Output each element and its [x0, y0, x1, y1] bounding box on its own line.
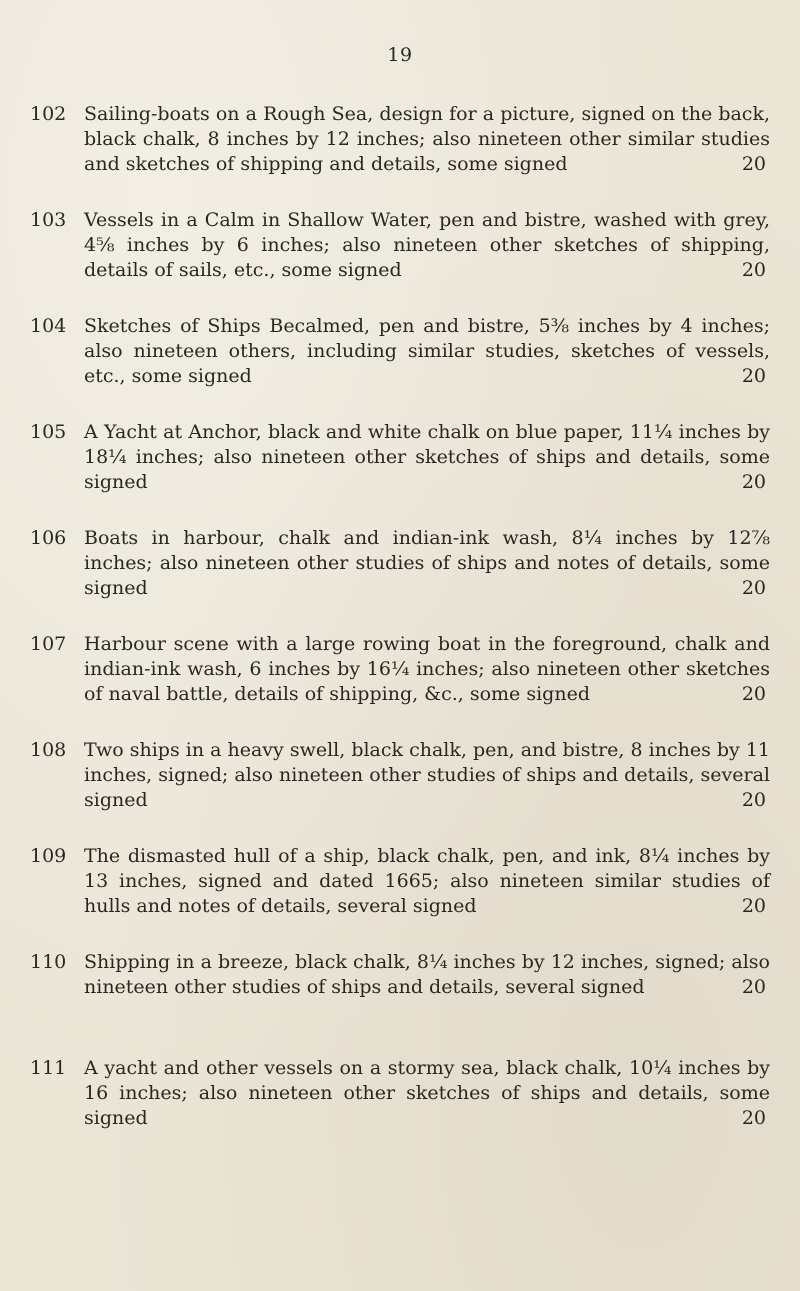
- lot-description-text: A Yacht at Anchor, black and white chalk on blue paper, 11¼ inches by 18¼ inches; also nineteen other sketches of ships and details, some signed: [84, 421, 770, 493]
- lot-description-text: Harbour scene with a large rowing boat in the foreground, chalk and indian-ink wash, 6 inches by 16¼ inches; also nineteen other sketches of naval battle, details of shipping, &c., some signed: [84, 633, 770, 705]
- lot-number: 102: [30, 103, 67, 125]
- lot-description-text: Two ships in a heavy swell, black chalk, pen, and bistre, 8 inches by 11 inches, signed; also nineteen other studies of ships and details, several signed: [84, 739, 770, 811]
- lot-number: 104: [30, 315, 67, 337]
- lot-description: [84, 208, 770, 283]
- lot-price: 20: [741, 365, 766, 387]
- lot-entry: [0, 314, 800, 420]
- lot-entry: [0, 420, 800, 526]
- lot-price: 20: [741, 895, 766, 917]
- lot-description-text: The dismasted hull of a ship, black chalk, pen, and ink, 8¼ inches by 13 inches, signed and dated 1665; also nineteen similar studies of hulls and notes of details, several signed: [84, 845, 770, 917]
- lot-price: 20: [741, 577, 766, 599]
- lot-number: 110: [30, 951, 67, 973]
- lot-description-text: Sketches of Ships Becalmed, pen and bistre, 5⅜ inches by 4 inches; also nineteen others, including similar studies, sketches of vessels, etc., some signed: [84, 315, 770, 387]
- lot-number: 103: [30, 209, 67, 231]
- lot-number: 107: [30, 633, 67, 655]
- lot-description-text: Shipping in a breeze, black chalk, 8¼ inches by 12 inches, signed; also nineteen other studies of ships and details, several signed: [84, 951, 770, 998]
- lot-description-text: Vessels in a Calm in Shallow Water, pen and bistre, washed with grey, 4⅝ inches by 6 inches; also nineteen other sketches of shipping, details of sails, etc., some signed: [84, 209, 770, 281]
- lot-price: 20: [741, 153, 766, 175]
- lot-number: 111: [30, 1057, 67, 1079]
- lot-description-text: A yacht and other vessels on a stormy sea, black chalk, 10¼ inches by 16 inches; also nineteen other sketches of ships and details, some signed: [84, 1057, 770, 1129]
- lot-price: 20: [741, 259, 766, 281]
- lot-number: 108: [30, 739, 67, 761]
- lot-description: [84, 526, 770, 601]
- lot-number: 106: [30, 527, 67, 549]
- lot-price: 20: [741, 789, 766, 811]
- lot-number: 109: [30, 845, 67, 867]
- lot-description: [84, 738, 770, 813]
- lot-entry: [0, 844, 800, 950]
- lot-description: [84, 632, 770, 707]
- lot-description-text: Boats in harbour, chalk and indian-ink wash, 8¼ inches by 12⅞ inches; also nineteen other studies of ships and notes of details, some signed: [84, 527, 770, 599]
- lot-description: [84, 420, 770, 495]
- lot-number: 105: [30, 421, 67, 443]
- lot-description: [84, 950, 770, 1000]
- lot-price: 20: [741, 683, 766, 705]
- lot-entry: [0, 526, 800, 632]
- lot-entry: [0, 738, 800, 844]
- lot-description-text: Sailing-boats on a Rough Sea, design for a picture, signed on the back, black chalk, 8 inches by 12 inches; also nineteen other similar studies and sketches of shipping and details, some signed: [84, 103, 770, 175]
- lot-entry: [0, 208, 800, 314]
- lot-entry: [0, 632, 800, 738]
- lot-description: [84, 314, 770, 389]
- lot-list: [0, 102, 800, 1162]
- lot-price: 20: [741, 976, 766, 998]
- page-number: 19: [387, 44, 413, 66]
- lot-description: [84, 844, 770, 919]
- lot-entry: [0, 1056, 800, 1162]
- lot-description: [84, 102, 770, 177]
- lot-price: 20: [741, 1107, 766, 1129]
- lot-entry: [0, 950, 800, 1056]
- lot-entry: [0, 102, 800, 208]
- lot-price: 20: [741, 471, 766, 493]
- lot-description: [84, 1056, 770, 1131]
